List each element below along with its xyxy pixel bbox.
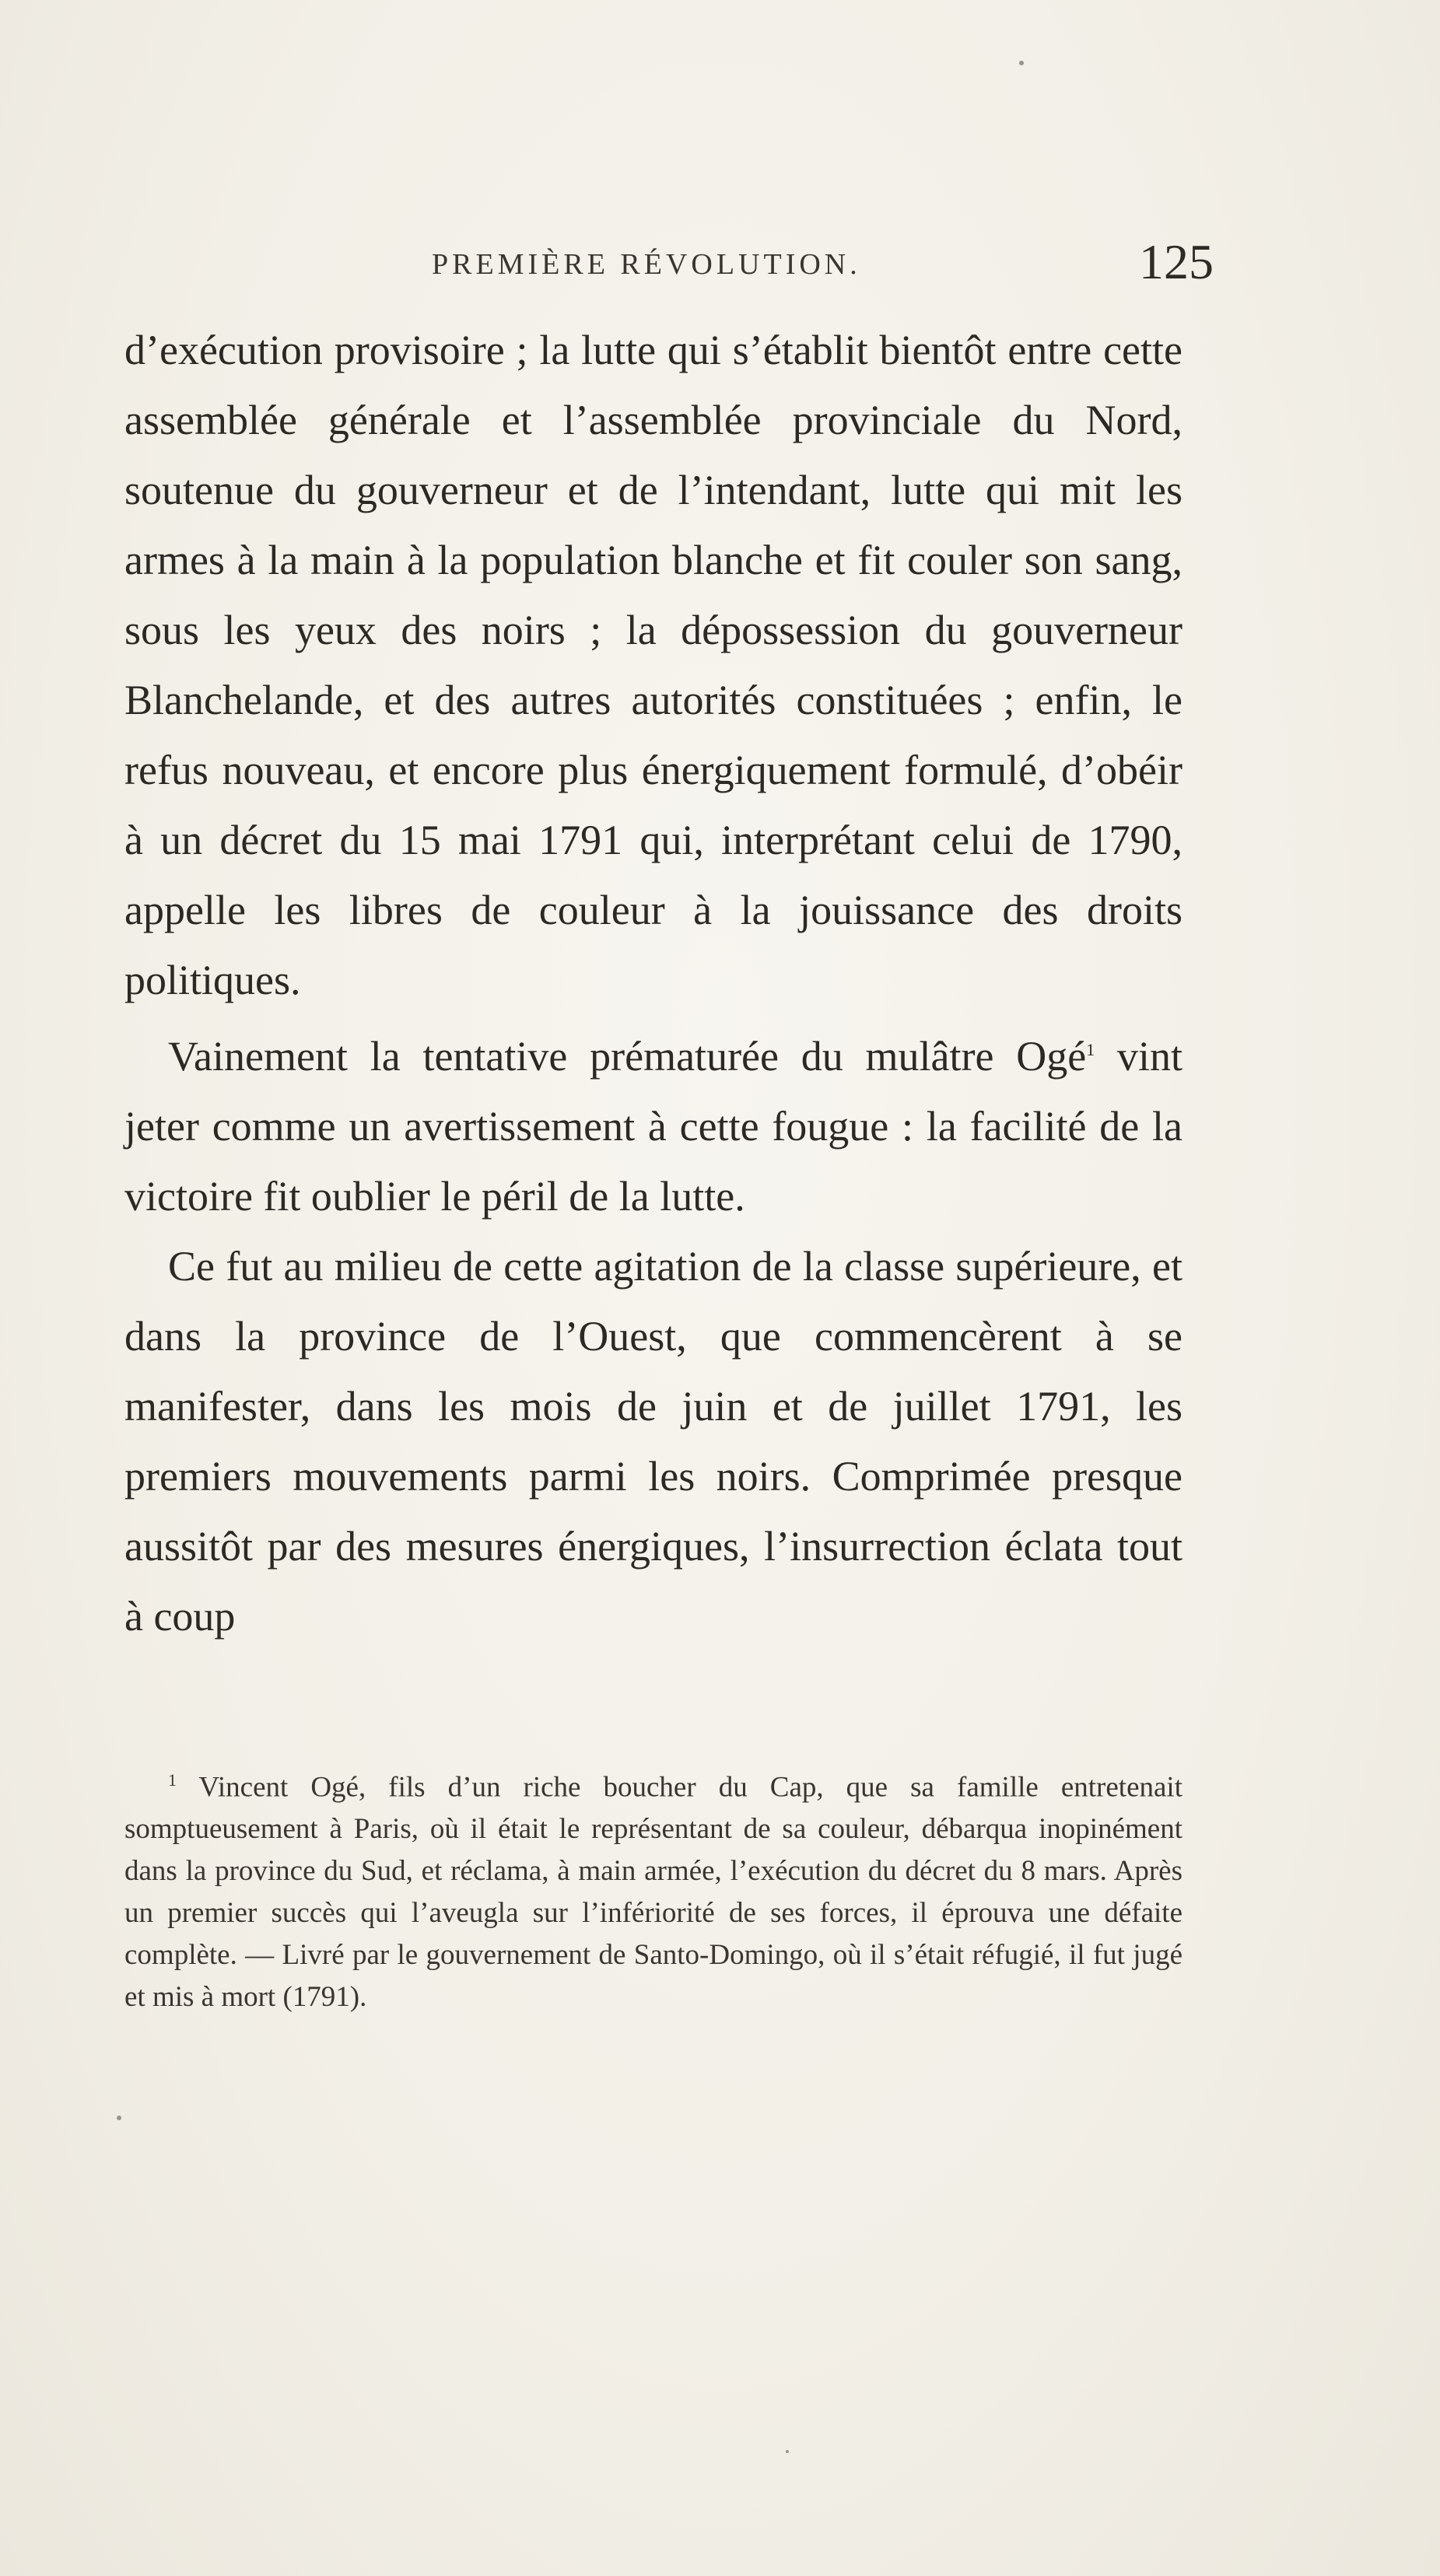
footnote-mark: 1 xyxy=(168,1770,177,1790)
paper-speck xyxy=(786,2450,789,2453)
paper-speck xyxy=(1019,61,1024,65)
paragraph-2-text-rest: vint jeter comme un avertissement à cette fougue : la facilité de la victoire fit oublier le péril de la lutte. xyxy=(124,1033,1183,1220)
footnote-reference: 1 xyxy=(1086,1040,1095,1059)
running-title: PREMIÈRE RÉVOLUTION. xyxy=(432,248,861,281)
paragraph-3: Ce fut au milieu de cette agitation de la classe supérieure, et dans la province de l’Ouest, que commencèrent à se manifester, dans les mois de juin et de juillet 1791, les premiers mouvements parmi les noirs. Comprimée presque aussitôt par des mesures énergiques, l’insurrection éclata tout à coup xyxy=(124,1243,1182,1640)
page-header xyxy=(124,233,1214,296)
footnote-1 xyxy=(124,1759,1182,2018)
main-text xyxy=(124,315,1182,1651)
footnote-text: Vincent Ogé, fils d’un riche boucher du Cap, que sa famille entretenait somptueusement à Paris, où il était le représentant de sa couleur, débarqua inopinément dans la province du Sud, et réclama, à main armée, l’exécution du décret du 8 mars. Après un premier succès qui l’aveugla sur l’infériorité de ses forces, il éprouva une défaite complète. — Livré par le gouvernement de Santo-Domingo, où il s’était réfugié, il fut jugé et mis à mort (1791). xyxy=(124,1771,1182,2014)
page-number: 125 xyxy=(1139,234,1214,289)
paper-speck xyxy=(117,2116,121,2120)
paragraph-1: d’exécution provisoire ; la lutte qui s’établit bientôt entre cette assemblée générale et l’assemblée provinciale du Nord, soutenue du gouverneur et de l’intendant, lutte qui mit les armes à la main à la population blanche et fit couler son sang, sous les yeux des noirs ; la dépossession du gouverneur Blanchelande, et des autres autorités constituées ; enfin, le refus nouveau, et encore plus énergiquement formulé, d’obéir à un décret du 15 mai 1791 qui, interprétant celui de 1790, appelle les libres de couleur à la jouissance des droits politiques. xyxy=(124,327,1182,1003)
paragraph-2-text: Vainement la tentative prématurée du mulâtre Ogé xyxy=(168,1033,1087,1080)
footnotes xyxy=(124,1759,1182,2018)
paragraph-2 xyxy=(124,1015,1182,1231)
